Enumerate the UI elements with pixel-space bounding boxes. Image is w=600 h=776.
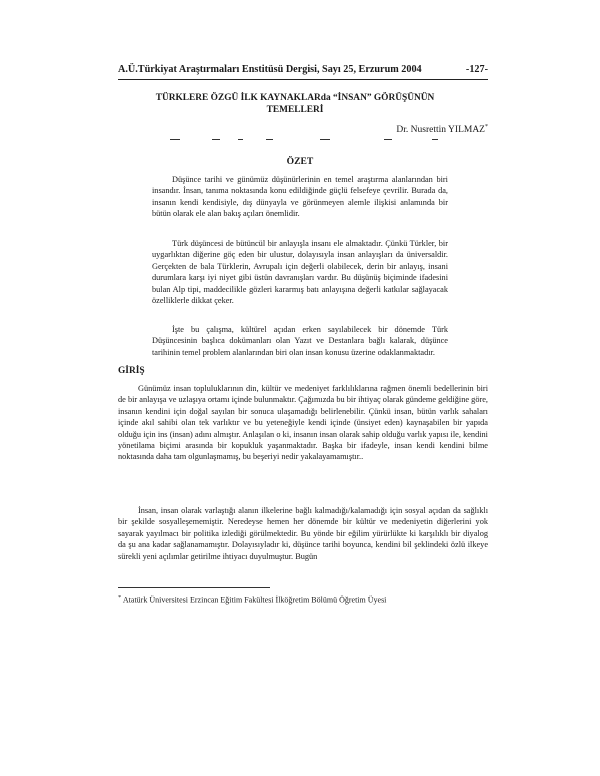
abstract-paragraph-3: İşte bu çalışma, kültürel açıdan erken sayılabilecek bir dönemde Türk Düşüncesinin başlıca dokümanları olan Yazıt ve Destanlara bağlı kalarak, düşünce tarihinin temel problem alanlarından biri olan insan konusu üzerine odaklanmaktadır. — [152, 325, 448, 357]
author-name — [396, 124, 488, 135]
title-line-1: TÜRKLERE ÖZGÜ İLK KAYNAKLARda “İNSAN” GÖRÜŞÜNÜN — [155, 93, 435, 103]
author-text: Dr. Nusrettin YILMAZ — [396, 125, 485, 136]
abstract-paragraph-1: Düşünce tarihi ve günümüz düşünürlerinin en temel araştırma alanlarından biri insandır. İnsan, tanıma noktasında konu edildiğinde güçlü felsefeye çevrilir. Burada da, insanın kendi kendisiyle, dış dünyayla ve görünmeyen alemle ilişkisi anlamında bir bütün olarak ele alan bakış açıları önemlidir. — [152, 175, 448, 219]
page-number: -127- — [465, 64, 488, 75]
intro-heading: GİRİŞ — [118, 366, 145, 376]
footnote-mark: * — [118, 594, 122, 601]
intro-paragraph-1: Günümüz insan topluluklarının din, kültür ve medeniyet farklılıklarına rağmen önemli bedellerinin biri de bir anlayışa ve uzlaşıya ortamı içinde bulunmaktır. Çağımızda bu bir ihtiyaç olarak gündeme geldiğine göre, insanın kendini için doğal sayılan bir sonuca ulaşamadığı belirlenebilir. Çünkü insan, bütün varlık sahaları içinde akıl sahibi olan tek varlıktır ve bu yeteneğiyle kendi içinde (ünsiyet eden) kaynaşabilen bir yapıda olduğu için ins (insan) adını almıştır. Anlaşılan o ki, insanın insan olarak sahip olduğu varlık yapısı ile, kendini yönetilama biçimi arasında bir kopukluk yaşanmaktadır. Başka bir ifadeyle, insan kendi kendini bilme noktasında daha tam olgunlaşmamış, bu beşeriyi nedir yakalayamamıştır.. — [118, 384, 488, 462]
title-line-2: TEMELLERİ — [266, 105, 324, 115]
footnote-rule — [118, 587, 270, 588]
footnote-text: Atatürk Üniversitesi Erzincan Eğitim Fakültesi İlköğretim Bölümü Öğretim Üyesi — [122, 595, 387, 605]
author-footnote-mark: * — [485, 124, 488, 130]
journal-name: A.Ü.Türkiyat Araştırmaları Enstitüsü Dergisi, Sayı 25, Erzurum 2004 — [118, 64, 422, 75]
header-rule — [118, 79, 488, 80]
abstract-heading: ÖZET — [286, 156, 314, 167]
footnote — [118, 594, 386, 605]
article-title — [130, 92, 460, 116]
running-header — [118, 64, 486, 75]
intro-paragraph-2: İnsan, insan olarak varlaştığı alanın ilkelerine bağlı kalmadığı/kalamadığı için sosyal açıdan da sağlıklı bir şekilde sosyalleşememiştir. Neredeyse hemen her dönemde bir kültür ve medeniyetin diğerlerini yok sayarak yayılmacı bir politika izlediği görülmektedir. Bu yönde bir eğilim yürürlükte ki karşılıklı bir diyalog da şu ana kadar sağlanamamıştır. Dolayısıyladır ki, düşünce tarihi boyunca, kendini bil şeklindeki özlü ilkeye sürekli yeni açılımlar getirilme ihtiyacı duyulmuştur. Bugün — [118, 506, 488, 561]
abstract-paragraph-2: Türk düşüncesi de bütüncül bir anlayışla insanı ele almaktadır. Çünkü Türkler, bir uygarlıktan diğerine göç eden bir ulustur, dolayısıyla insan anlayışları da üniversaldir. Gerçekten de bala Türklerin, Avrupalı için değerli olabilecek, derin bir anlayış, insani durumlara karşı iyi niyet gibi üstün davranışları vardır. Bu düşünüş biçiminde ifadesini bulan Alp tipi, maddecilikle gözleri kararmış batı anlayışına değerli katkılar sağlayacak özelliklerle dikkat çeker. — [152, 239, 448, 306]
title-separator — [170, 139, 440, 143]
